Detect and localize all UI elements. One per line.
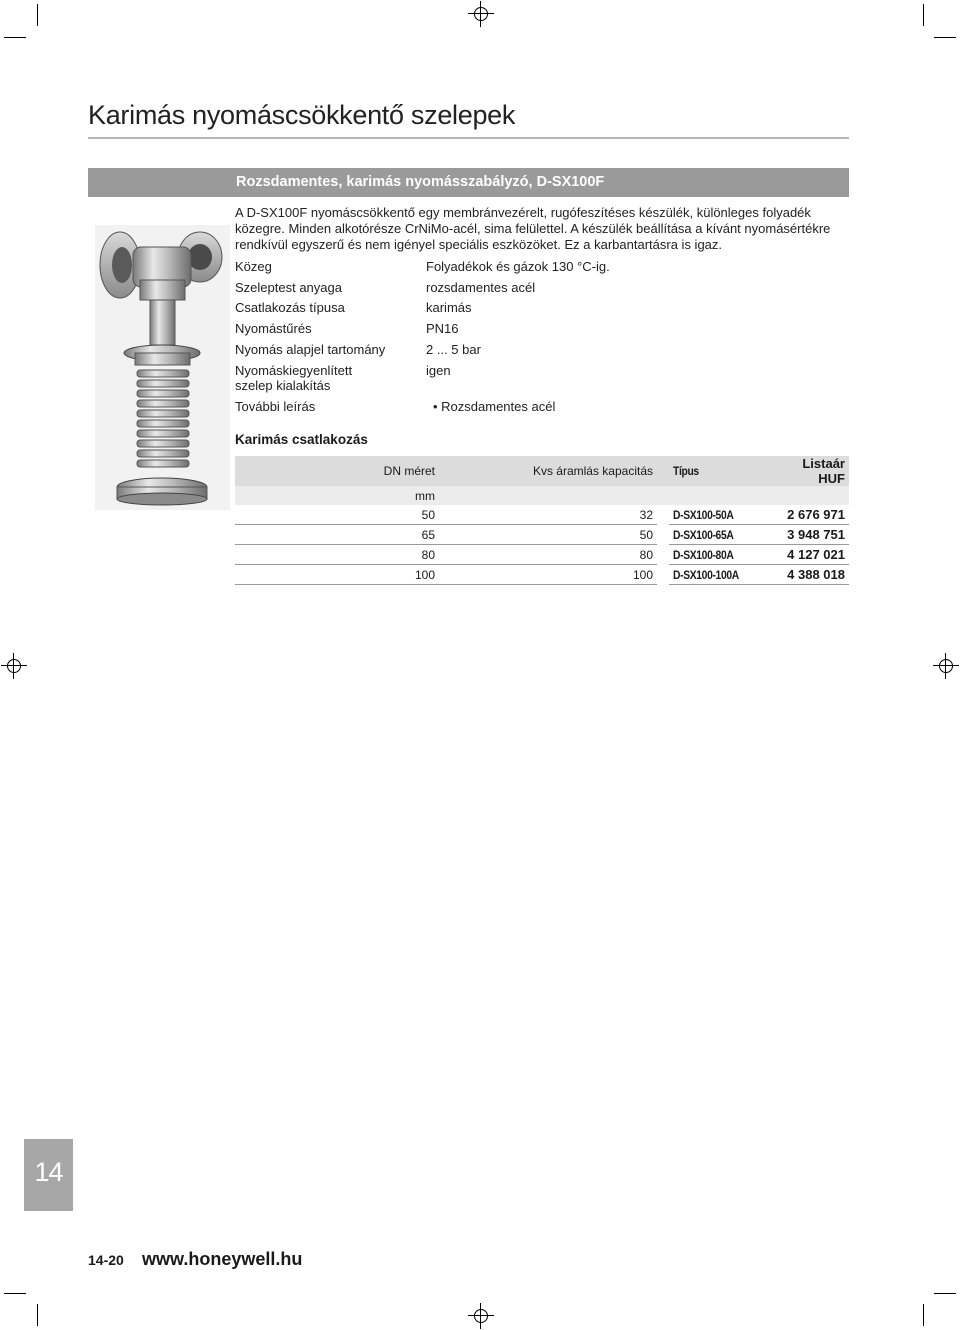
column-header-type bbox=[669, 456, 777, 486]
cell-price: 3 948 751 bbox=[777, 525, 849, 545]
page-number: 14-20 bbox=[88, 1252, 124, 1268]
cell-kvs: 50 bbox=[439, 525, 657, 545]
crop-mark bbox=[923, 1304, 924, 1326]
crop-mark bbox=[4, 37, 26, 38]
section-title: Rozsdamentes, karimás nyomásszabályzó, D-SX100F bbox=[236, 174, 605, 190]
spec-label: Nyomáskiegyenlített szelep kialakítás bbox=[235, 363, 353, 393]
registration-mark-icon bbox=[471, 1306, 491, 1326]
table-header-row bbox=[235, 486, 849, 505]
spec-label: Nyomás alapjel tartomány bbox=[235, 342, 386, 357]
cell-kvs: 80 bbox=[439, 545, 657, 565]
product-description: A D-SX100F nyomáscsökkentő egy membránvezérelt, rugófeszítéses készülék, különleges folyadék közegre. Minden alkotórésze CrNiMo-acél, sima felülettel. A készülék beállítása a kívánt nyomásértékre rendkívül egyszerű és nem igényel speciális eszközöket. Ez a karbantartásra is igaz. bbox=[235, 205, 831, 252]
price-table bbox=[235, 456, 849, 585]
column-header-dn: DN méret bbox=[235, 456, 439, 486]
chapter-number: 14 bbox=[34, 1157, 63, 1187]
cell-price: 4 127 021 bbox=[777, 545, 849, 565]
registration-mark-icon bbox=[471, 4, 491, 24]
spec-value: PN16 bbox=[426, 321, 459, 336]
table-row bbox=[235, 505, 849, 525]
crop-mark bbox=[37, 1304, 38, 1326]
column-header-empty bbox=[669, 486, 777, 505]
column-header-unit: mm bbox=[235, 486, 439, 505]
cell-price: 4 388 018 bbox=[777, 565, 849, 585]
column-header-kvs: Kvs áramlás kapacitás bbox=[439, 456, 657, 486]
cell-dn: 50 bbox=[235, 505, 439, 525]
cell-price: 2 676 971 bbox=[777, 505, 849, 525]
cell-dn: 100 bbox=[235, 565, 439, 585]
spec-value: igen bbox=[426, 363, 451, 378]
cell-type-label: D-SX100-65A bbox=[673, 527, 734, 542]
cell-type bbox=[669, 565, 777, 585]
cell-type-label: D-SX100-80A bbox=[673, 547, 734, 562]
crop-mark bbox=[934, 37, 956, 38]
registration-mark-icon bbox=[4, 656, 24, 676]
spec-value: 2 ... 5 bar bbox=[426, 342, 481, 357]
table-heading: Karimás csatlakozás bbox=[235, 432, 368, 447]
cell-type bbox=[669, 505, 777, 525]
spec-label: Nyomástűrés bbox=[235, 321, 312, 336]
spec-value: Folyadékok és gázok 130 °C-ig. bbox=[426, 259, 610, 274]
column-header-type-label: Típus bbox=[673, 464, 699, 478]
spec-label: Szeleptest anyaga bbox=[235, 280, 342, 295]
column-header-empty bbox=[777, 486, 849, 505]
spec-value: • Rozsdamentes acél bbox=[433, 399, 556, 414]
column-gap bbox=[657, 456, 669, 486]
cell-type-label: D-SX100-50A bbox=[673, 507, 734, 522]
column-gap bbox=[657, 545, 669, 565]
table-row bbox=[235, 525, 849, 545]
crop-mark bbox=[4, 1293, 26, 1294]
table-row bbox=[235, 565, 849, 585]
spec-label: Csatlakozás típusa bbox=[235, 300, 345, 315]
cell-type bbox=[669, 545, 777, 565]
valve-product-image bbox=[95, 225, 230, 510]
crop-mark bbox=[934, 1293, 956, 1294]
table-header-row bbox=[235, 456, 849, 486]
cell-type bbox=[669, 525, 777, 545]
cell-kvs: 32 bbox=[439, 505, 657, 525]
website-url: www.honeywell.hu bbox=[142, 1249, 303, 1269]
spec-label: További leírás bbox=[235, 399, 316, 414]
column-header-price: Listaár HUF bbox=[777, 456, 849, 486]
column-gap bbox=[657, 525, 669, 545]
title-divider bbox=[88, 137, 849, 139]
cell-dn: 80 bbox=[235, 545, 439, 565]
registration-mark-icon bbox=[936, 656, 956, 676]
column-header-empty bbox=[439, 486, 657, 505]
crop-mark bbox=[37, 4, 38, 26]
cell-dn: 65 bbox=[235, 525, 439, 545]
column-gap bbox=[657, 505, 669, 525]
spec-value: karimás bbox=[426, 300, 472, 315]
column-gap bbox=[657, 486, 669, 505]
cell-type-label: D-SX100-100A bbox=[673, 567, 739, 582]
cell-kvs: 100 bbox=[439, 565, 657, 585]
column-gap bbox=[657, 565, 669, 585]
spec-value: rozsdamentes acél bbox=[426, 280, 536, 295]
spec-label: Közeg bbox=[235, 259, 272, 274]
page-title: Karimás nyomáscsökkentő szelepek bbox=[88, 100, 516, 130]
table-row bbox=[235, 545, 849, 565]
crop-mark bbox=[923, 4, 924, 26]
